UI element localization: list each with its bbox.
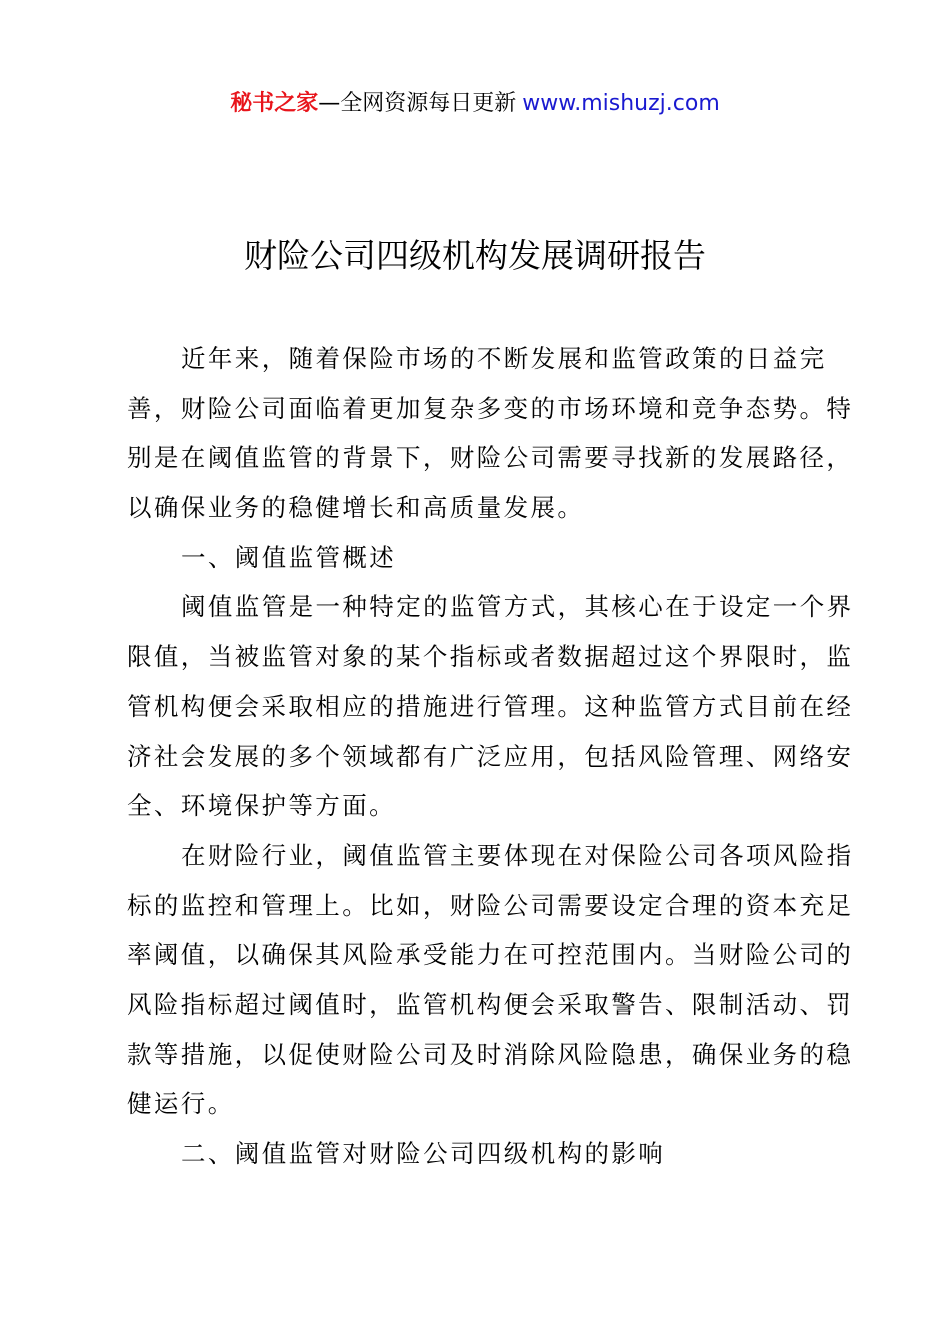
text-line: 款等措施，以促使财险公司及时消除风险隐患，确保业务的稳: [127, 1039, 854, 1069]
site-header: [0, 88, 950, 120]
text-line: 健运行。: [127, 1089, 235, 1119]
text-line: 限值，当被监管对象的某个指标或者数据超过这个界限时，监: [127, 642, 854, 672]
document-body: [127, 334, 854, 1179]
text-line: 标的监控和管理上。比如，财险公司需要设定合理的资本充足: [127, 890, 854, 920]
section-heading-2: [127, 1129, 837, 1179]
text-line: 善，财险公司面临着更加复杂多变的市场环境和竞争态势。特: [127, 393, 854, 423]
section-heading-1: [127, 533, 837, 583]
text-line: 济社会发展的多个领域都有广泛应用，包括风险管理、网络安: [127, 741, 854, 771]
text-line: 近年来，随着保险市场的不断发展和监管政策的日益完: [181, 344, 827, 373]
text-line: 管机构便会采取相应的措施进行管理。这种监管方式目前在经: [127, 691, 854, 721]
text-line: 风险指标超过阈值时，监管机构便会采取警告、限制活动、罚: [127, 989, 854, 1019]
text-line: 阈值监管是一种特定的监管方式，其核心在于设定一个界: [181, 592, 854, 622]
text-line: 全、环境保护等方面。: [127, 791, 396, 821]
tagline: —全网资源每日更新: [318, 91, 517, 116]
paragraph-intro: [127, 334, 854, 533]
heading-text: 二、阈值监管对财险公司四级机构的影响: [181, 1139, 666, 1168]
text-line: 以确保业务的稳健增长和高质量发展。: [127, 493, 585, 523]
paragraph-insurance-industry: [127, 831, 854, 1129]
document-title: 财险公司四级机构发展调研报告: [244, 236, 706, 275]
paragraph-threshold-overview: [127, 582, 854, 830]
heading-text: 一、阈值监管概述: [181, 542, 397, 572]
text-line: 别是在阈值监管的背景下，财险公司需要寻找新的发展路径，: [127, 443, 854, 473]
brand-name: 秘书之家: [230, 91, 319, 116]
site-url-link[interactable]: www.mishuzj.com: [522, 91, 720, 116]
text-line: 率阈值，以确保其风险承受能力在可控范围内。当财险公司的: [127, 940, 854, 970]
text-line: 在财险行业，阈值监管主要体现在对保险公司各项风险指: [181, 840, 854, 870]
